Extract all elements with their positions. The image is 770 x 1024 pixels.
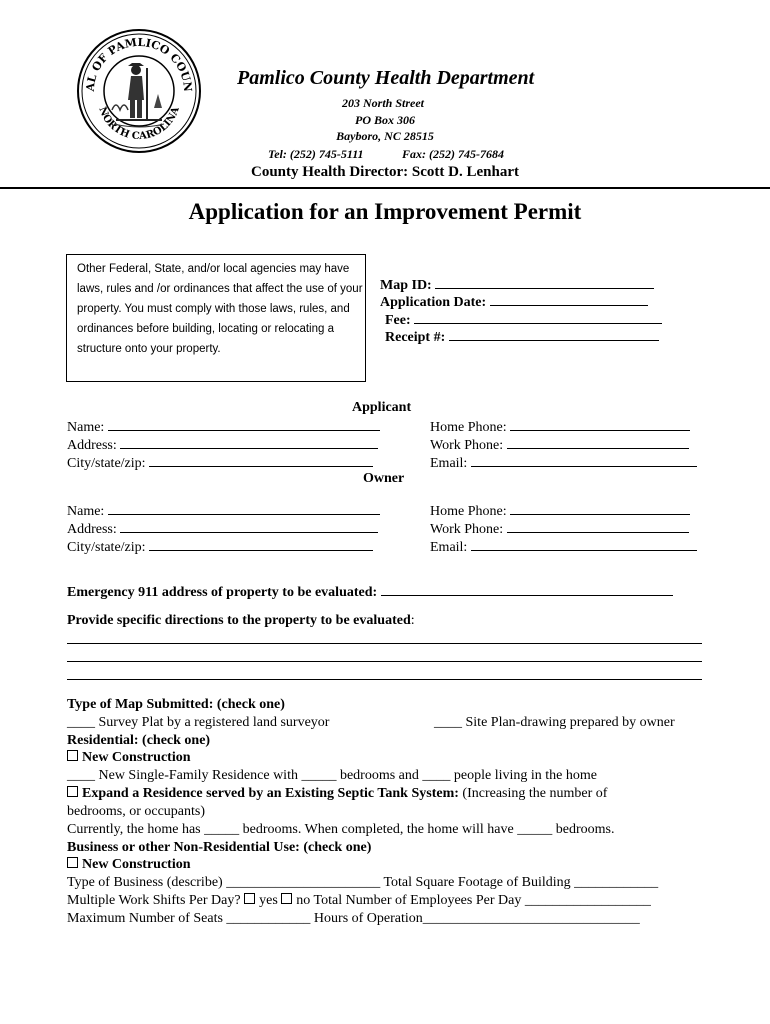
business-new-construction-label: New Construction [82,857,191,872]
applicant-address-field[interactable] [67,436,378,454]
header-rule [0,187,770,189]
owner-home-phone-label: Home Phone: [430,504,507,519]
fee-line[interactable] [414,311,662,324]
applicant-city-field[interactable] [67,454,373,472]
survey-plat-option[interactable] [67,715,329,731]
site-plan-blank[interactable]: ____ [434,715,462,730]
applicant-home-phone-field[interactable] [430,418,690,436]
owner-work-phone-line[interactable] [507,520,689,533]
application-date-line[interactable] [490,293,648,306]
owner-city-label: City/state/zip: [67,540,146,555]
seal-text-bottom: NORTH CAROLINA [96,105,182,143]
bedrooms-line[interactable]: Currently, the home has _____ bedrooms. When completed, the home will have _____ bedrooms. [67,822,615,837]
receipt-field[interactable] [385,328,659,346]
emergency-address-label: Emergency 911 address of property to be evaluated: [67,585,378,600]
owner-email-line[interactable] [471,538,697,551]
business-heading: Business or other Non-Residential Use: (check one) [67,840,372,855]
expand-residence[interactable] [67,786,607,802]
applicant-home-phone-label: Home Phone: [430,420,507,435]
business-type-line[interactable]: Type of Business (describe) ______________________ Total Square Footage of Building ____________ [67,875,659,890]
owner-email-field[interactable] [430,538,697,556]
map-id-field[interactable] [380,276,654,294]
residential-new-construction-checkbox[interactable] [67,750,78,761]
survey-plat-label: Survey Plat by a registered land surveyor [98,715,330,730]
street-address [0,96,770,111]
applicant-name-label: Name: [67,420,105,435]
receipt-label: Receipt #: [385,330,446,345]
expand-residence-note-cont: bedrooms, or occupants) [67,804,206,819]
shifts-no-label: no [296,893,311,908]
site-plan-option[interactable] [434,715,675,731]
applicant-email-field[interactable] [430,454,697,472]
residential-heading: Residential: (check one) [67,733,211,748]
applicant-home-phone-line[interactable] [510,418,690,431]
owner-home-phone-line[interactable] [510,502,690,515]
residential-new-construction-label: New Construction [82,750,191,765]
applicant-email-line[interactable] [471,454,697,467]
expand-residence-note: (Increasing the number of [462,786,608,801]
residential-new-construction[interactable] [67,750,191,766]
form-title: Application for an Improvement Permit [188,199,582,224]
applicant-address-label: Address: [67,438,117,453]
seats-hours-line[interactable]: Maximum Number of Seats ____________ Hours of Operation_______________________________ [67,911,640,926]
owner-heading: Owner [363,471,405,486]
emergency-address-line[interactable] [381,583,673,596]
owner-name-line[interactable] [108,502,380,515]
fee-label: Fee: [385,313,411,328]
directions-colon: : [410,613,415,628]
owner-name-field[interactable] [67,502,380,520]
owner-home-phone-field[interactable] [430,502,690,520]
employees-label[interactable]: Total Number of Employees Per Day __________________ [313,893,651,908]
work-shifts-label: Multiple Work Shifts Per Day? [67,893,241,908]
applicant-work-phone-label: Work Phone: [430,438,504,453]
map-type-heading: Type of Map Submitted: (check one) [67,697,285,712]
owner-address-line[interactable] [120,520,378,533]
expand-residence-checkbox[interactable] [67,786,78,797]
expand-residence-label: Expand a Residence served by an Existing Septic Tank System: [82,786,459,801]
shifts-no-checkbox[interactable] [281,893,292,904]
seal-text-top: AL OF PAMLICO COUN [83,35,195,93]
survey-plat-blank[interactable]: ____ [67,715,95,730]
applicant-heading: Applicant [352,400,412,415]
health-director: County Health Director: Scott D. Lenhart [250,164,519,180]
owner-work-phone-field[interactable] [430,520,689,538]
applicant-city-line[interactable] [149,454,373,467]
single-family-line[interactable]: ____ New Single-Family Residence with _____ bedrooms and ____ people living in the home [67,768,597,783]
owner-address-field[interactable] [67,520,378,538]
directions-label [67,613,415,629]
owner-work-phone-label: Work Phone: [430,522,504,537]
shifts-yes-label: yes [259,893,278,908]
directions-label-text: Provide specific directions to the property to be evaluated [67,613,411,628]
owner-city-line[interactable] [149,538,373,551]
city-state-zip: Bayboro, NC 28515 [336,129,434,143]
business-new-construction-checkbox[interactable] [67,857,78,868]
telephone: Tel: (252) 745-5111 [268,147,364,161]
directions-line-1[interactable] [67,643,702,644]
emergency-address-field[interactable] [67,583,673,601]
directions-line-3[interactable] [67,679,702,680]
application-date-field[interactable] [380,293,648,311]
owner-city-field[interactable] [67,538,373,556]
work-shifts-line[interactable] [67,893,651,909]
street-address-text: 203 North Street [341,96,424,110]
map-id-label: Map ID: [380,278,432,293]
shifts-yes-checkbox[interactable] [244,893,255,904]
fax: Fax: (252) 745-7684 [402,147,504,161]
applicant-name-field[interactable] [67,418,380,436]
owner-address-label: Address: [67,522,117,537]
directions-line-2[interactable] [67,661,702,662]
application-date-label: Application Date: [380,295,487,310]
map-id-line[interactable] [435,276,654,289]
po-box: PO Box 306 [355,113,415,127]
notice-box [66,254,366,382]
applicant-address-line[interactable] [120,436,378,449]
notice-text: Other Federal, State, and/or local agencies may have laws, rules and /or ordinances that affect the use of your property. You must comply with those laws, rules, and ordinances before building, locating or relocating a structure onto your property. [77,263,363,355]
applicant-city-label: City/state/zip: [67,456,146,471]
applicant-work-phone-field[interactable] [430,436,689,454]
fee-field[interactable] [385,311,662,329]
owner-email-label: Email: [430,540,468,555]
receipt-line[interactable] [449,328,659,341]
applicant-name-line[interactable] [108,418,380,431]
applicant-work-phone-line[interactable] [507,436,689,449]
department-name: Pamlico County Health Department [237,67,535,89]
business-new-construction[interactable] [67,857,191,873]
applicant-email-label: Email: [430,456,468,471]
site-plan-label: Site Plan-drawing prepared by owner [465,715,675,730]
owner-name-label: Name: [67,504,105,519]
